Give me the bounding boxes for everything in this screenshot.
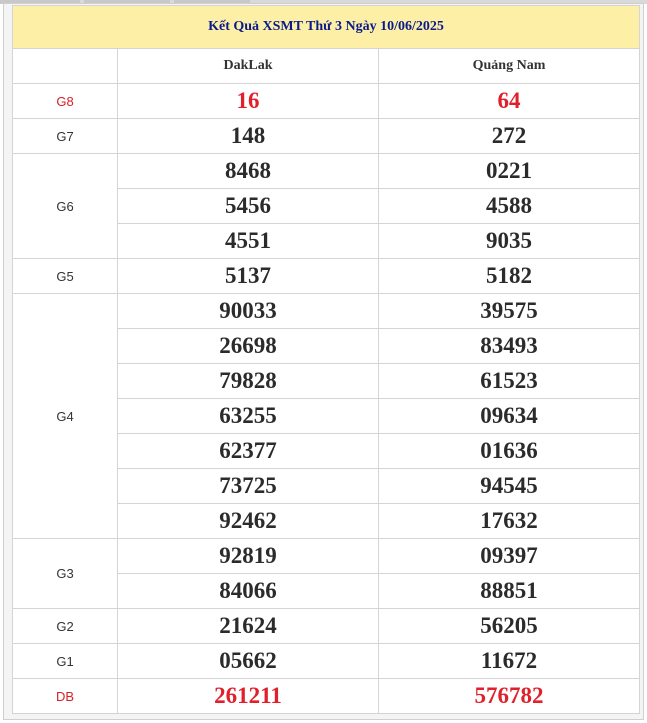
province-header-quang-nam: Quảng Nam: [379, 49, 640, 84]
result-number: 61523: [379, 364, 640, 399]
result-number: 84066: [118, 574, 379, 609]
prize-row: [13, 294, 640, 329]
result-number: 64: [379, 84, 640, 119]
result-number: 272: [379, 119, 640, 154]
prize-label-db: DB: [13, 679, 118, 714]
result-number: 39575: [379, 294, 640, 329]
prize-row: [13, 84, 640, 119]
lottery-results-table: [12, 5, 640, 714]
prize-row: [13, 154, 640, 189]
result-number: 62377: [118, 434, 379, 469]
result-number: 148: [118, 119, 379, 154]
result-number: 73725: [118, 469, 379, 504]
prize-label-g8: G8: [13, 84, 118, 119]
prize-row: [13, 609, 640, 644]
prize-label-g4: G4: [13, 294, 118, 539]
prize-label-g6: G6: [13, 154, 118, 259]
result-number: 79828: [118, 364, 379, 399]
prize-label-g3: G3: [13, 539, 118, 609]
result-number: 16: [118, 84, 379, 119]
prize-label-g2: G2: [13, 609, 118, 644]
result-number: 94545: [379, 469, 640, 504]
result-number: 21624: [118, 609, 379, 644]
result-number: 4551: [118, 224, 379, 259]
prize-label-g7: G7: [13, 119, 118, 154]
result-number: 17632: [379, 504, 640, 539]
result-number: 90033: [118, 294, 379, 329]
prize-row: [13, 679, 640, 714]
header-blank: [13, 49, 118, 84]
prize-row: [13, 259, 640, 294]
result-number: 88851: [379, 574, 640, 609]
result-number: 261211: [118, 679, 379, 714]
result-number: 0221: [379, 154, 640, 189]
results-body: [13, 84, 640, 714]
prize-row: [13, 119, 640, 154]
result-number: 83493: [379, 329, 640, 364]
result-number: 5182: [379, 259, 640, 294]
prize-label-g1: G1: [13, 644, 118, 679]
prize-row: [13, 644, 640, 679]
province-header-daklak: DakLak: [118, 49, 379, 84]
result-number: 92462: [118, 504, 379, 539]
result-number: 09634: [379, 399, 640, 434]
result-number: 8468: [118, 154, 379, 189]
result-number: 5456: [118, 189, 379, 224]
result-number: 4588: [379, 189, 640, 224]
result-number: 05662: [118, 644, 379, 679]
result-number: 576782: [379, 679, 640, 714]
result-number: 9035: [379, 224, 640, 259]
result-number: 63255: [118, 399, 379, 434]
result-number: 92819: [118, 539, 379, 574]
prize-label-g5: G5: [13, 259, 118, 294]
result-number: 56205: [379, 609, 640, 644]
prize-row: [13, 539, 640, 574]
result-number: 26698: [118, 329, 379, 364]
result-number: 11672: [379, 644, 640, 679]
result-number: 09397: [379, 539, 640, 574]
page-title: Kết Quả XSMT Thứ 3 Ngày 10/06/2025: [13, 6, 640, 49]
result-number: 5137: [118, 259, 379, 294]
result-number: 01636: [379, 434, 640, 469]
